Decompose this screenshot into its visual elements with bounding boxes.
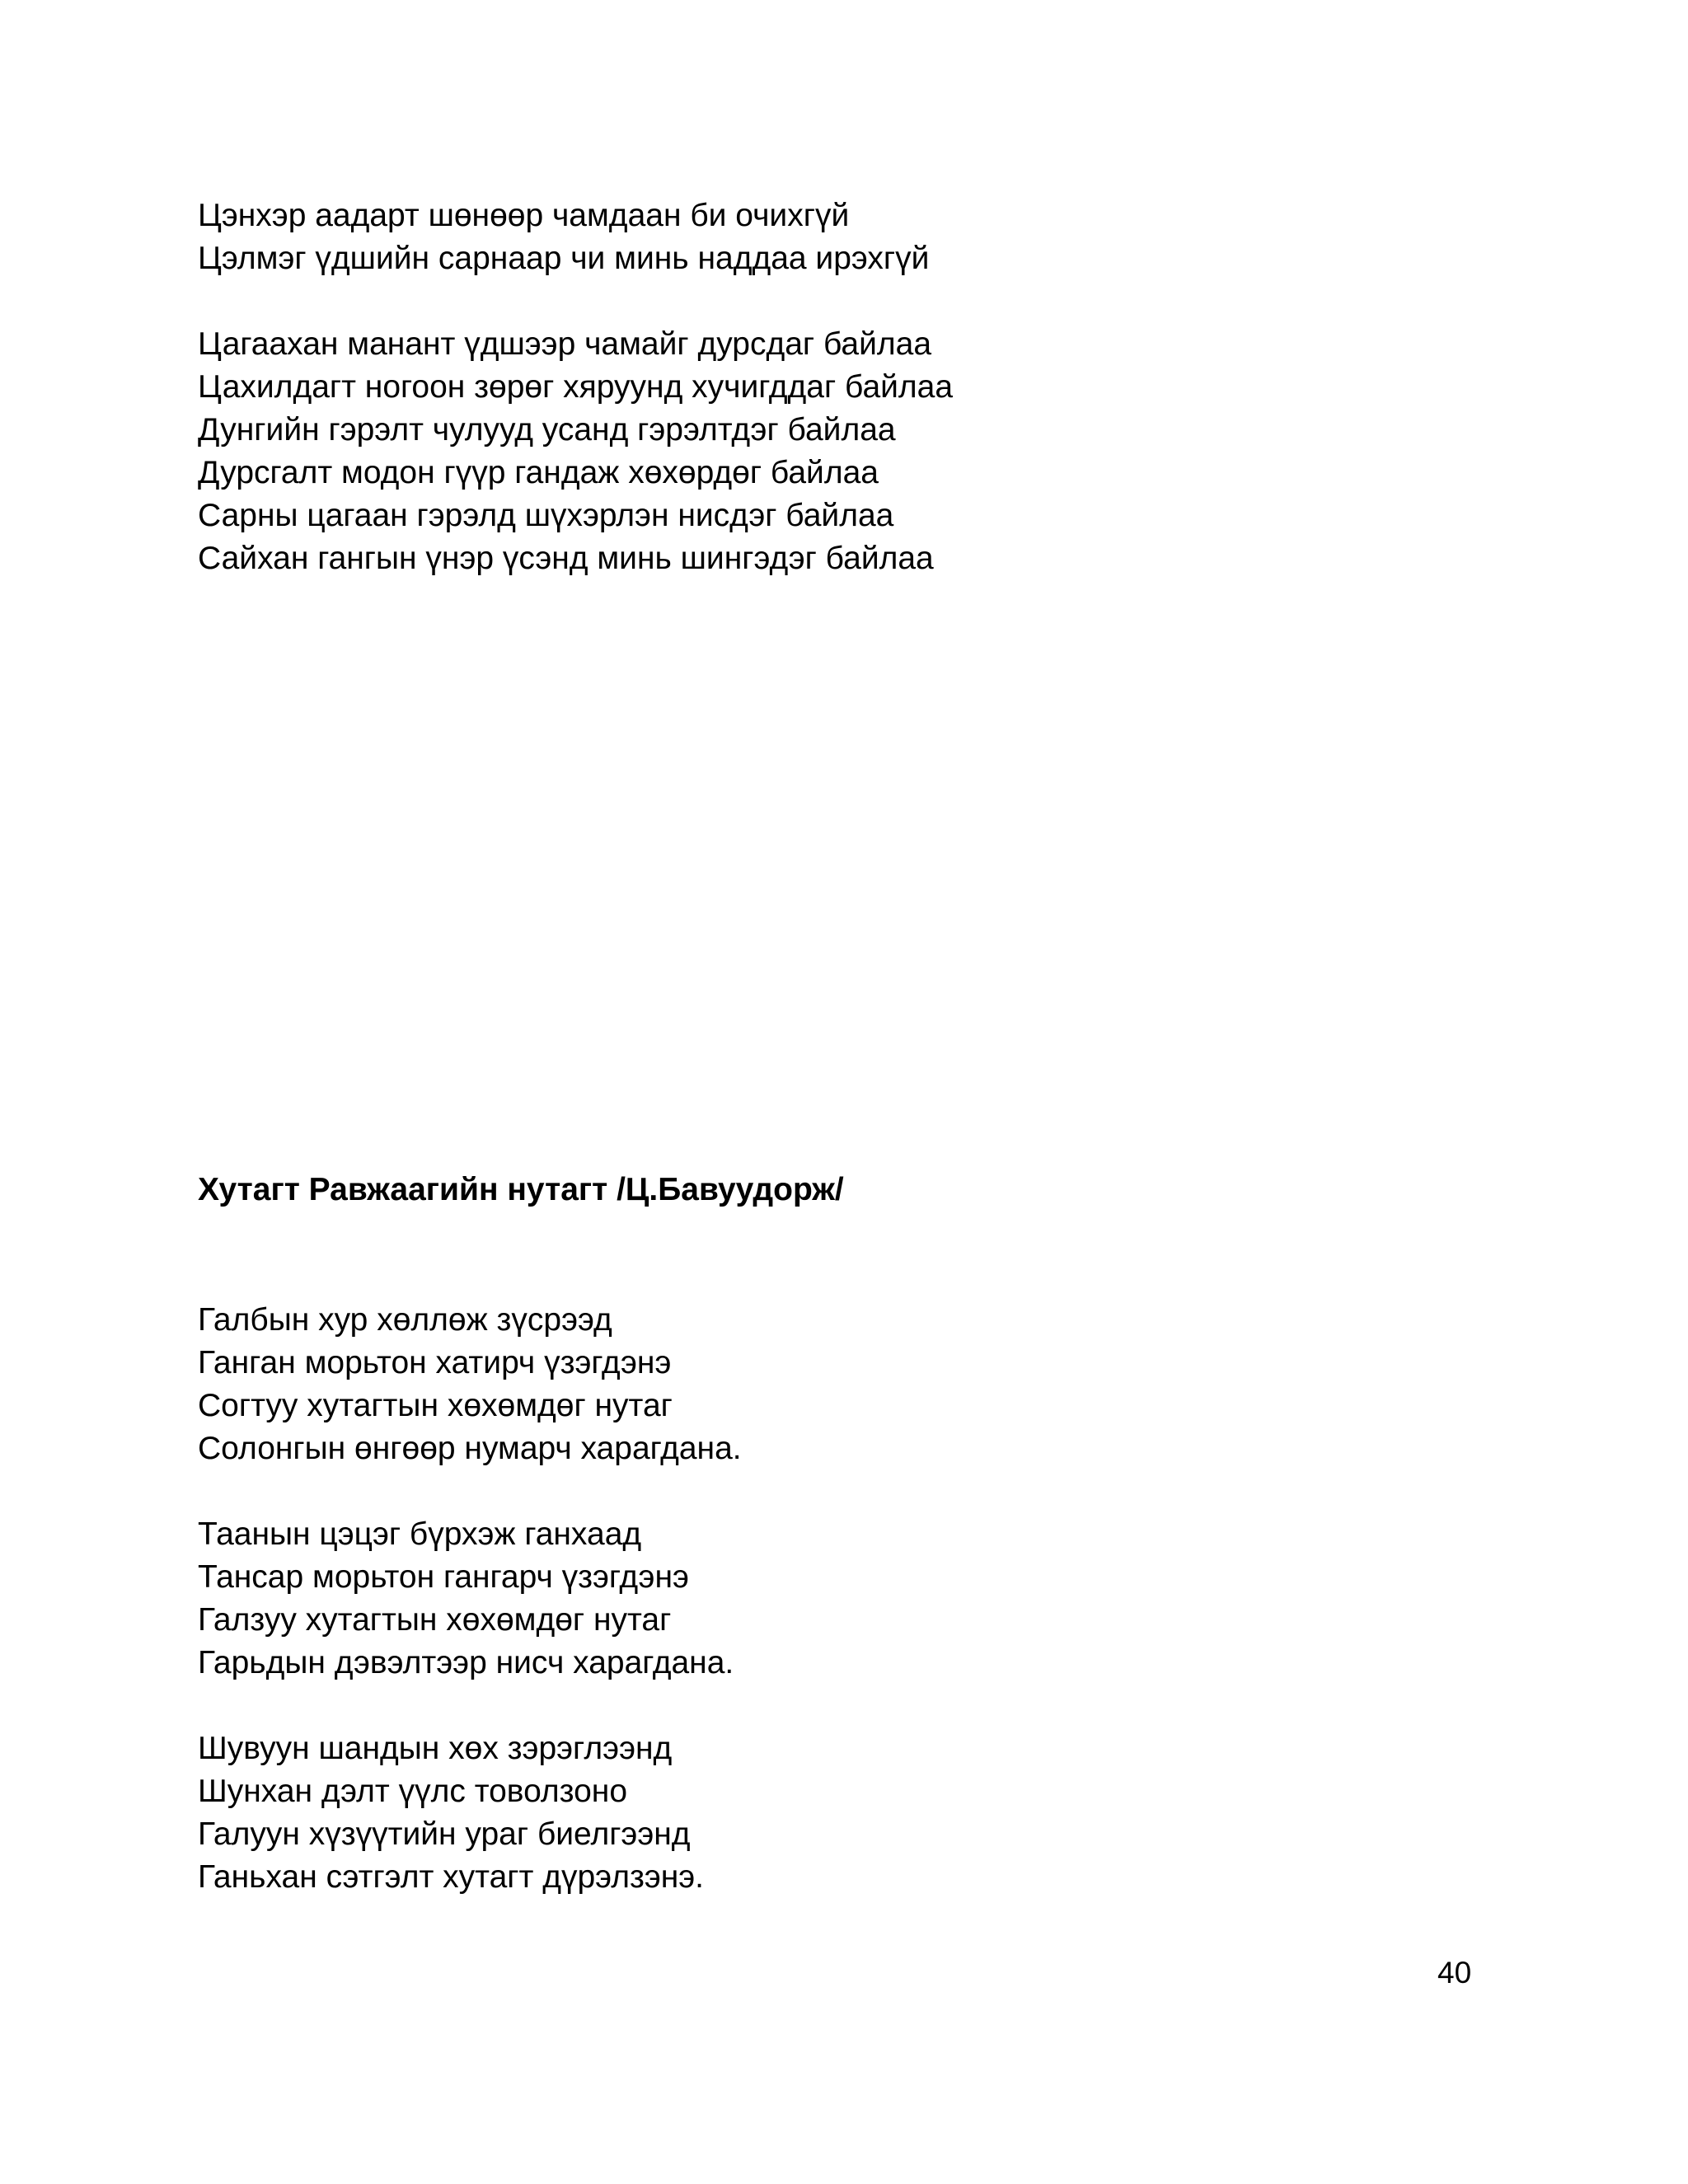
page-number: 40 bbox=[1437, 1956, 1472, 1990]
poem-line: Сарны цагаан гэрэлд шүхэрлэн нисдэг байлаа bbox=[198, 498, 894, 533]
poem-line: Галзуу хутагтын хөхөмдөг нутаг bbox=[198, 1602, 672, 1638]
poem-line: Сайхан гангын үнэр үсэнд минь шингэдэг байлаа bbox=[198, 541, 934, 576]
poem-line: Тансар морьтон гангарч үзэгдэнэ bbox=[198, 1559, 689, 1595]
poem-line: Цагаахан манант үдшээр чамайг дурсдаг байлаа bbox=[198, 326, 932, 362]
poem-line: Галбын хур хөллөж зүсрээд bbox=[198, 1302, 612, 1338]
poem-line: Согтуу хутагтын хөхөмдөг нутаг bbox=[198, 1388, 673, 1423]
poem-line: Гарьдын дэвэлтээр нисч харагдана. bbox=[198, 1645, 734, 1680]
poem-line: Цэнхэр аадарт шөнөөр чамдаан би очихгүй bbox=[198, 198, 850, 233]
poem-line: Таанын цэцэг бүрхэж ганхаад bbox=[198, 1516, 642, 1552]
poem-line: Дурсгалт модон гүүр гандаж хөхөрдөг байлаа bbox=[198, 455, 879, 490]
poem-line: Галуун хүзүүтийн ураг биелгээнд bbox=[198, 1816, 691, 1852]
poem-line: Шунхан дэлт үүлс товолзоно bbox=[198, 1774, 628, 1809]
poem-line: Солонгын өнгөөр нумарч харагдана. bbox=[198, 1431, 742, 1466]
poem-line: Ганьхан сэтгэлт хутагт дүрэлзэнэ. bbox=[198, 1859, 705, 1895]
poem-line: Шувуун шандын хөх зэрэглээнд bbox=[198, 1731, 673, 1766]
poem-title: Хутагт Равжаагийн нутагт /Ц.Бавуудорж/ bbox=[198, 1172, 844, 1207]
poem-line: Цахилдагт ногоон зөрөг хяруунд хучигддаг байлаа bbox=[198, 369, 954, 405]
poem-line: Ганган морьтон хатирч үзэгдэнэ bbox=[198, 1345, 672, 1380]
poem-line: Дунгийн гэрэлт чулууд усанд гэрэлтдэг байлаа bbox=[198, 412, 896, 448]
poem-line: Цэлмэг үдшийн сарнаар чи минь наддаа ирэхгүй bbox=[198, 241, 930, 276]
